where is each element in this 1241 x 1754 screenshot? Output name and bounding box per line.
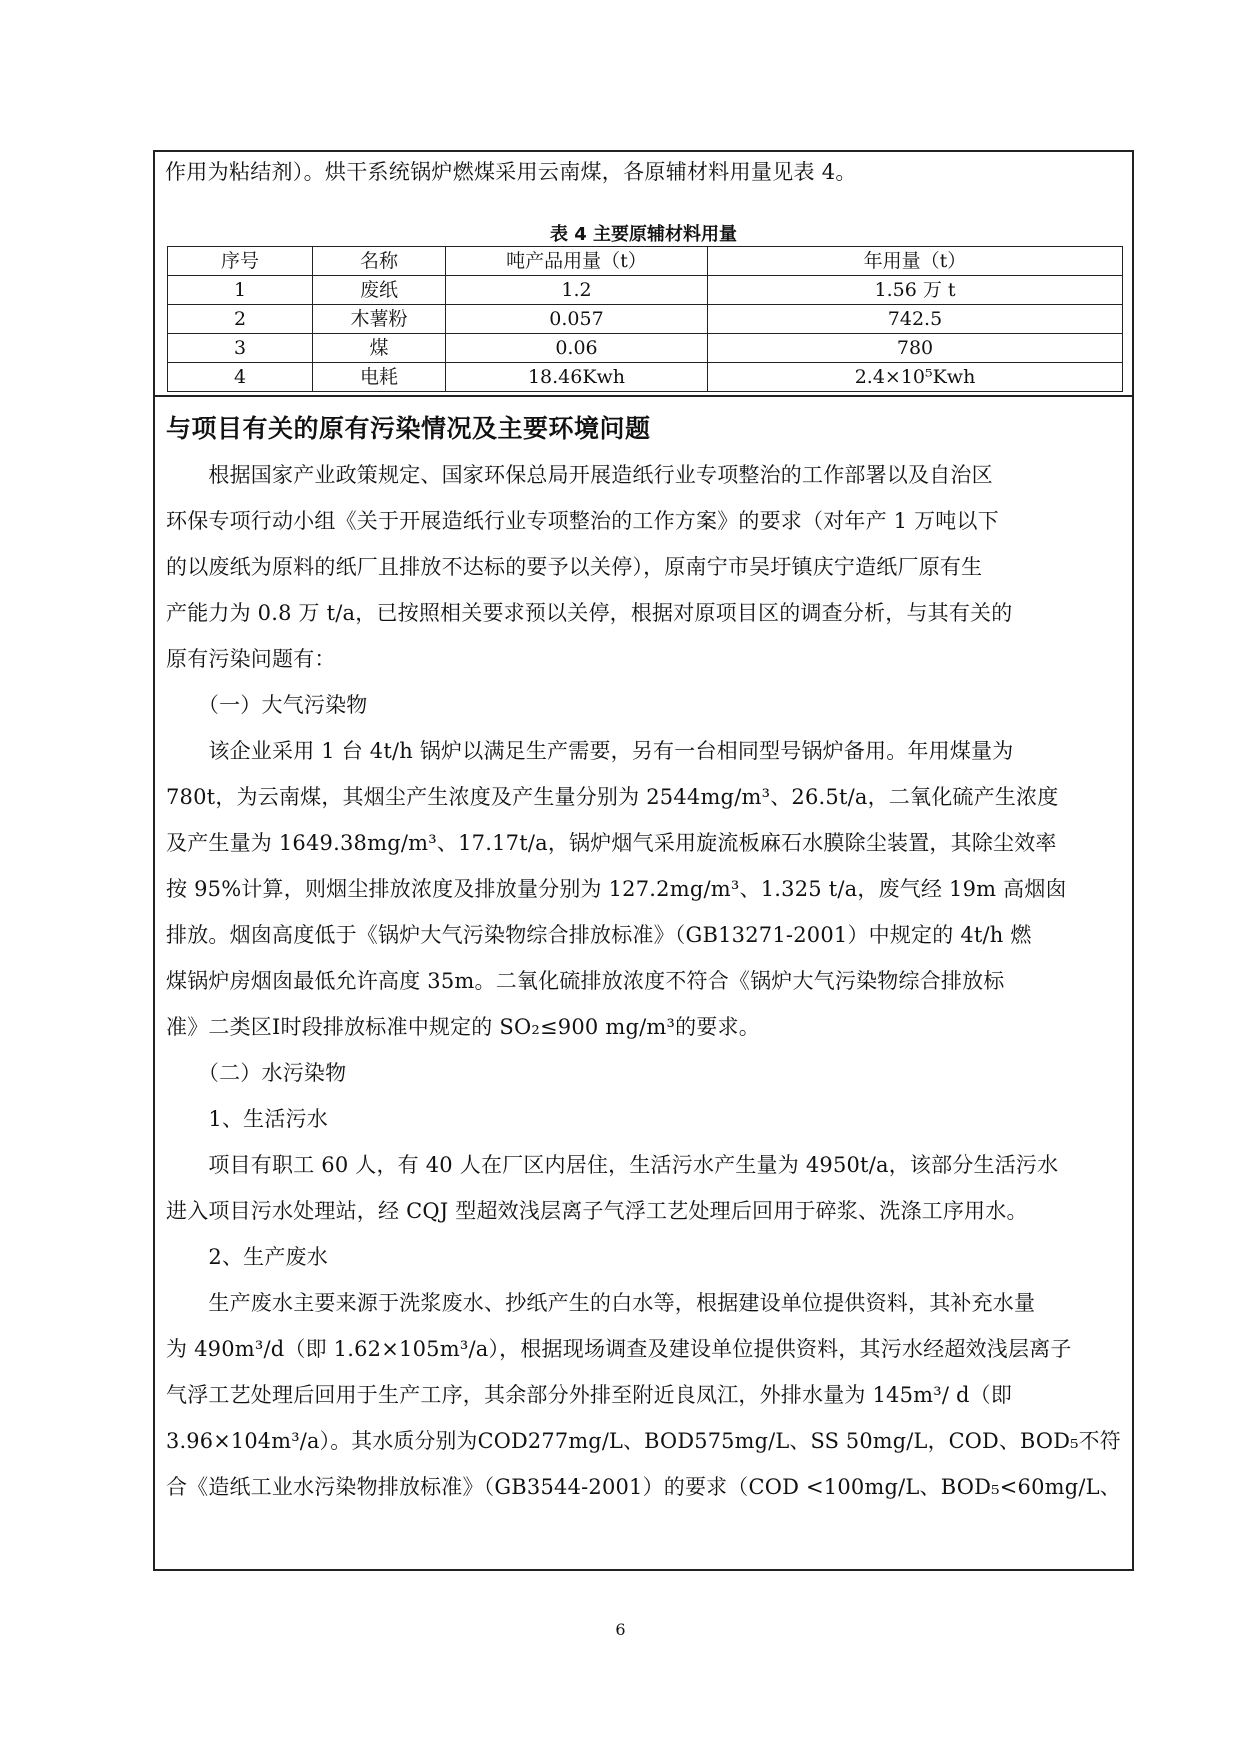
- cell-name: 煤: [313, 334, 446, 363]
- table-header-row: [168, 247, 1123, 276]
- section-heading: 与项目有关的原有污染情况及主要环境问题: [166, 414, 651, 443]
- header-index: 序号: [168, 247, 313, 276]
- body-line: 排放。烟囱高度低于《锅炉大气污染物综合排放标准》（GB13271-2001）中规定的 4t/h 燃: [166, 923, 1032, 947]
- cell-annual: 742.5: [708, 305, 1123, 334]
- body-line: 该企业采用 1 台 4t/h 锅炉以满足生产需要，另有一台相同型号锅炉备用。年用煤量为: [166, 739, 1014, 763]
- subheading-water: （二）水污染物: [166, 1061, 347, 1085]
- cell-per-ton: 0.057: [446, 305, 708, 334]
- body-line: 进入项目污水处理站，经 CQJ 型超效浅层离子气浮工艺处理后回用于碎浆、洗涤工序用水。: [166, 1199, 1028, 1223]
- materials-table: [167, 246, 1123, 392]
- body-line: 780t，为云南煤，其烟尘产生浓度及产生量分别为 2544mg/m³、26.5t/a，二氧化硫产生浓度: [166, 785, 1059, 809]
- cell-per-ton: 1.2: [446, 276, 708, 305]
- cell-index: 1: [168, 276, 313, 305]
- body-line: 气浮工艺处理后回用于生产工序，其余部分外排至附近良凤江，外排水量为 145m³/ d（即: [166, 1383, 1013, 1407]
- body-line: 准》二类区Ⅰ时段排放标准中规定的 SO₂≤900 mg/m³的要求。: [166, 1015, 760, 1039]
- header-per-ton: 吨产品用量（t）: [446, 247, 708, 276]
- body-line: 生产废水主要来源于洗浆废水、抄纸产生的白水等，根据建设单位提供资料，其补充水量: [166, 1291, 1036, 1315]
- cell-index: 3: [168, 334, 313, 363]
- body-line: 根据国家产业政策规定、国家环保总局开展造纸行业专项整治的工作部署以及自治区: [166, 463, 993, 487]
- cell-index: 2: [168, 305, 313, 334]
- cell-per-ton: 18.46Kwh: [446, 363, 708, 392]
- body-line: 原有污染问题有：: [166, 647, 336, 671]
- body-line: 3.96×104m³/a）。其水质分别为COD277mg/L、BOD575mg/L、SS 50mg/L，COD、BOD₅不符: [166, 1429, 1121, 1453]
- table-row: [168, 305, 1123, 334]
- page-number: 6: [615, 1620, 626, 1639]
- body-line: 煤锅炉房烟囱最低允许高度 35m。二氧化硫排放浓度不符合《锅炉大气污染物综合排放标: [166, 969, 1005, 993]
- cell-name: 废纸: [313, 276, 446, 305]
- subheading-production: 2、生产废水: [166, 1245, 328, 1269]
- cell-index: 4: [168, 363, 313, 392]
- cell-annual: 1.56 万 t: [708, 276, 1123, 305]
- body-line: 按 95%计算，则烟尘排放浓度及排放量分别为 127.2mg/m³、1.325 t/a，废气经 19m 高烟囱: [166, 877, 1067, 901]
- cell-name: 木薯粉: [313, 305, 446, 334]
- subheading-air: （一）大气污染物: [166, 693, 368, 717]
- cell-per-ton: 0.06: [446, 334, 708, 363]
- cell-name: 电耗: [313, 363, 446, 392]
- header-annual: 年用量（t）: [708, 247, 1123, 276]
- body-line: 及产生量为 1649.38mg/m³、17.17t/a，锅炉烟气采用旋流板麻石水膜除尘装置，其除尘效率: [166, 831, 1057, 855]
- table-row: [168, 363, 1123, 392]
- intro-line: 作用为粘结剂）。烘干系统锅炉燃煤采用云南煤，各原辅材料用量见表 4。: [165, 160, 857, 184]
- body-line: 为 490m³/d（即 1.62×105m³/a），根据现场调查及建设单位提供资料，其污水经超效浅层离子: [166, 1337, 1072, 1361]
- cell-annual: 780: [708, 334, 1123, 363]
- body-line: 合《造纸工业水污染物排放标准》（GB3544-2001）的要求（COD <100mg/L、BOD₅<60mg/L、: [166, 1475, 1121, 1499]
- subheading-domestic: 1、生活污水: [166, 1107, 328, 1131]
- cell-annual: 2.4×10⁵Kwh: [708, 363, 1123, 392]
- page-frame: [153, 150, 1134, 1571]
- body-line: 环保专项行动小组《关于开展造纸行业专项整治的工作方案》的要求（对年产 1 万吨以下: [166, 509, 999, 533]
- table-caption: 表 4 主要原辅材料用量: [549, 224, 738, 245]
- table-row: [168, 276, 1123, 305]
- body-line: 产能力为 0.8 万 t/a，已按照相关要求预以关停，根据对原项目区的调查分析，与其有关的: [166, 601, 1013, 625]
- header-name: 名称: [313, 247, 446, 276]
- materials-section: [155, 152, 1132, 397]
- table-row: [168, 334, 1123, 363]
- body-line: 项目有职工 60 人，有 40 人在厂区内居住，生活污水产生量为 4950t/a，该部分生活污水: [166, 1153, 1059, 1177]
- body-line: 的以废纸为原料的纸厂且排放不达标的要予以关停），原南宁市吴圩镇庆宁造纸厂原有生: [166, 555, 983, 579]
